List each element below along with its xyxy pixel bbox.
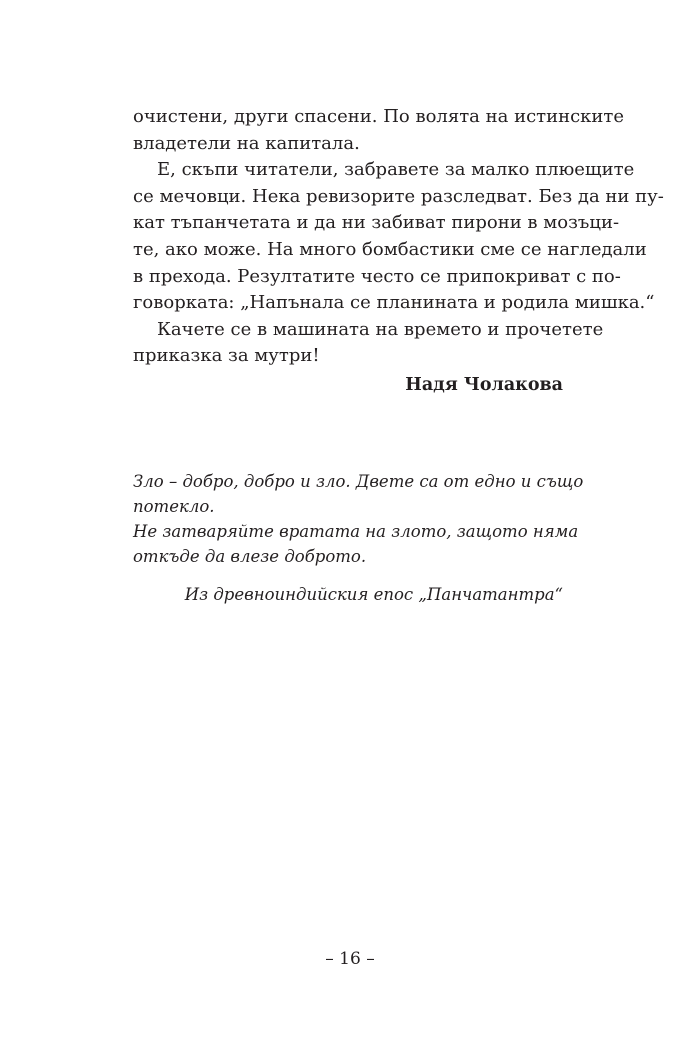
epigraph-line: Не затваряйте вратата на злото, защото няма — [133, 522, 579, 541]
epigraph-line: потекло. — [133, 497, 215, 516]
epigraph-line: Зло – добро, добро и зло. Двете са от едно и също — [133, 472, 584, 491]
body-text — [133, 104, 664, 370]
paragraph-line: те, ако може. На много бомбастики сме се нагледали — [133, 238, 647, 260]
epigraph-line: откъде да влезе доброто. — [133, 547, 367, 566]
paragraph-line: Е, скъпи читатели, забравете за малко плюещите — [157, 159, 635, 181]
paragraph-line: очистени, други спасени. По волята на истинските — [133, 106, 625, 127]
paragraph-line: се мечовци. Нека ревизорите разследват. Без да ни пу- — [133, 185, 664, 207]
paragraph-line: говорката: „Напънала се планината и родила мишка.“ — [133, 292, 655, 314]
paragraph-line: приказка за мутри! — [133, 345, 320, 367]
page-number: – 16 – — [325, 949, 375, 969]
paragraph-line: в прехода. Резултатите често се припокриват с по- — [133, 265, 621, 287]
paragraph-line: кат тъпанчетата и да ни забиват пирони в мозъци- — [133, 212, 620, 234]
paragraph-line: владетели на капитала. — [133, 132, 360, 154]
paragraph-line: Качете се в машината на времето и прочетете — [157, 318, 604, 340]
author-signature: Надя Чолакова — [405, 375, 563, 395]
epigraph-source: Из древноиндийския епос „Панчатантра“ — [184, 585, 563, 604]
epigraph — [133, 469, 584, 569]
